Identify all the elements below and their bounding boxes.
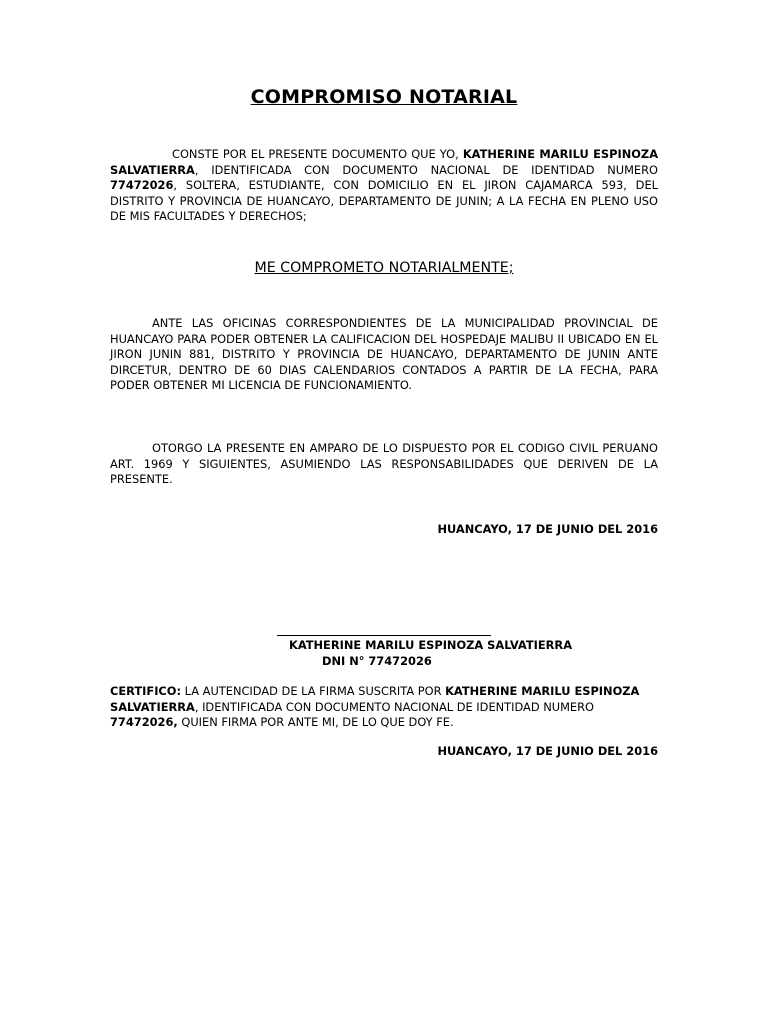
commitment-paragraph: [110, 316, 658, 394]
certification-text-1: LA AUTENCIDAD DE LA FIRMA SUSCRITA POR: [181, 684, 446, 698]
declaration-paragraph: [110, 147, 658, 225]
declaration-rest: , SOLTERA, ESTUDIANTE, CON DOMICILIO EN EL JIRON CAJAMARCA 593, DEL DISTRITO Y PROVINCIA DE HUANCAYO, DEPARTAMENTO DE JUNIN; A LA FECHA EN PLENO USO DE MIS FACULTADES Y DERECHOS;: [110, 178, 658, 224]
certified-name: KATHERINE MARILU ESPINOZA SALVATIERRA: [110, 684, 640, 714]
closing-date: HUANCAYO, 17 DE JUNIO DEL 2016: [437, 744, 658, 758]
commitment-text: ANTE LAS OFICINAS CORRESPONDIENTES DE LA MUNICIPALIDAD PROVINCIAL DE HUANCAYO PARA PODER OBTENER LA CALIFICACION DEL HOSPEDAJE MALIBU II UBICADO EN EL JIRON JUNIN 881, DISTRITO Y PROVINCIA DE HUANCAYO, DEPARTAMENTO DE JUNIN ANTE DIRCETUR, DENTRO DE 60 DIAS CALENDARIOS CONTADOS A PARTIR DE LA FECHA, PARA PODER OBTENER MI LICENCIA DE FUNCIONAMIENTO.: [110, 316, 658, 393]
certified-dni: 77472026,: [110, 715, 178, 730]
certification-paragraph: [110, 684, 658, 731]
legal-basis-text: OTORGO LA PRESENTE EN AMPARO DE LO DISPUESTO POR EL CODIGO CIVIL PERUANO ART. 1969 Y SIGUIENTES, ASUMIENDO LAS RESPONSABILIDADES QUE DERIVEN DE LA PRESENTE.: [110, 441, 658, 487]
certification-label: CERTIFICO:: [110, 684, 182, 698]
document-title: COMPROMISO NOTARIAL: [250, 86, 518, 108]
legal-basis-paragraph: [110, 441, 658, 488]
signature-line: [277, 635, 491, 636]
certification-text-2: , IDENTIFICADA CON DOCUMENTO NACIONAL DE IDENTIDAD NUMERO: [194, 699, 594, 714]
document-date: HUANCAYO, 17 DE JUNIO DEL 2016: [437, 522, 658, 536]
declaration-id-text: , IDENTIFICADA CON DOCUMENTO NACIONAL DE IDENTIDAD NUMERO: [194, 162, 658, 177]
commitment-heading: ME COMPROMETO NOTARIALMENTE;: [254, 260, 514, 276]
declaration-intro: CONSTE POR EL PRESENTE DOCUMENTO QUE YO,: [172, 147, 463, 161]
signer-name: KATHERINE MARILU ESPINOZA SALVATIERRA: [289, 638, 573, 652]
declarant-dni: 77472026: [110, 178, 174, 193]
signer-dni: DNI N° 77472026: [322, 654, 432, 668]
certification-text-3: QUIEN FIRMA POR ANTE MI, DE LO QUE DOY FE.: [177, 715, 454, 730]
declarant-name: KATHERINE MARILU ESPINOZA SALVATIERRA: [110, 147, 659, 177]
